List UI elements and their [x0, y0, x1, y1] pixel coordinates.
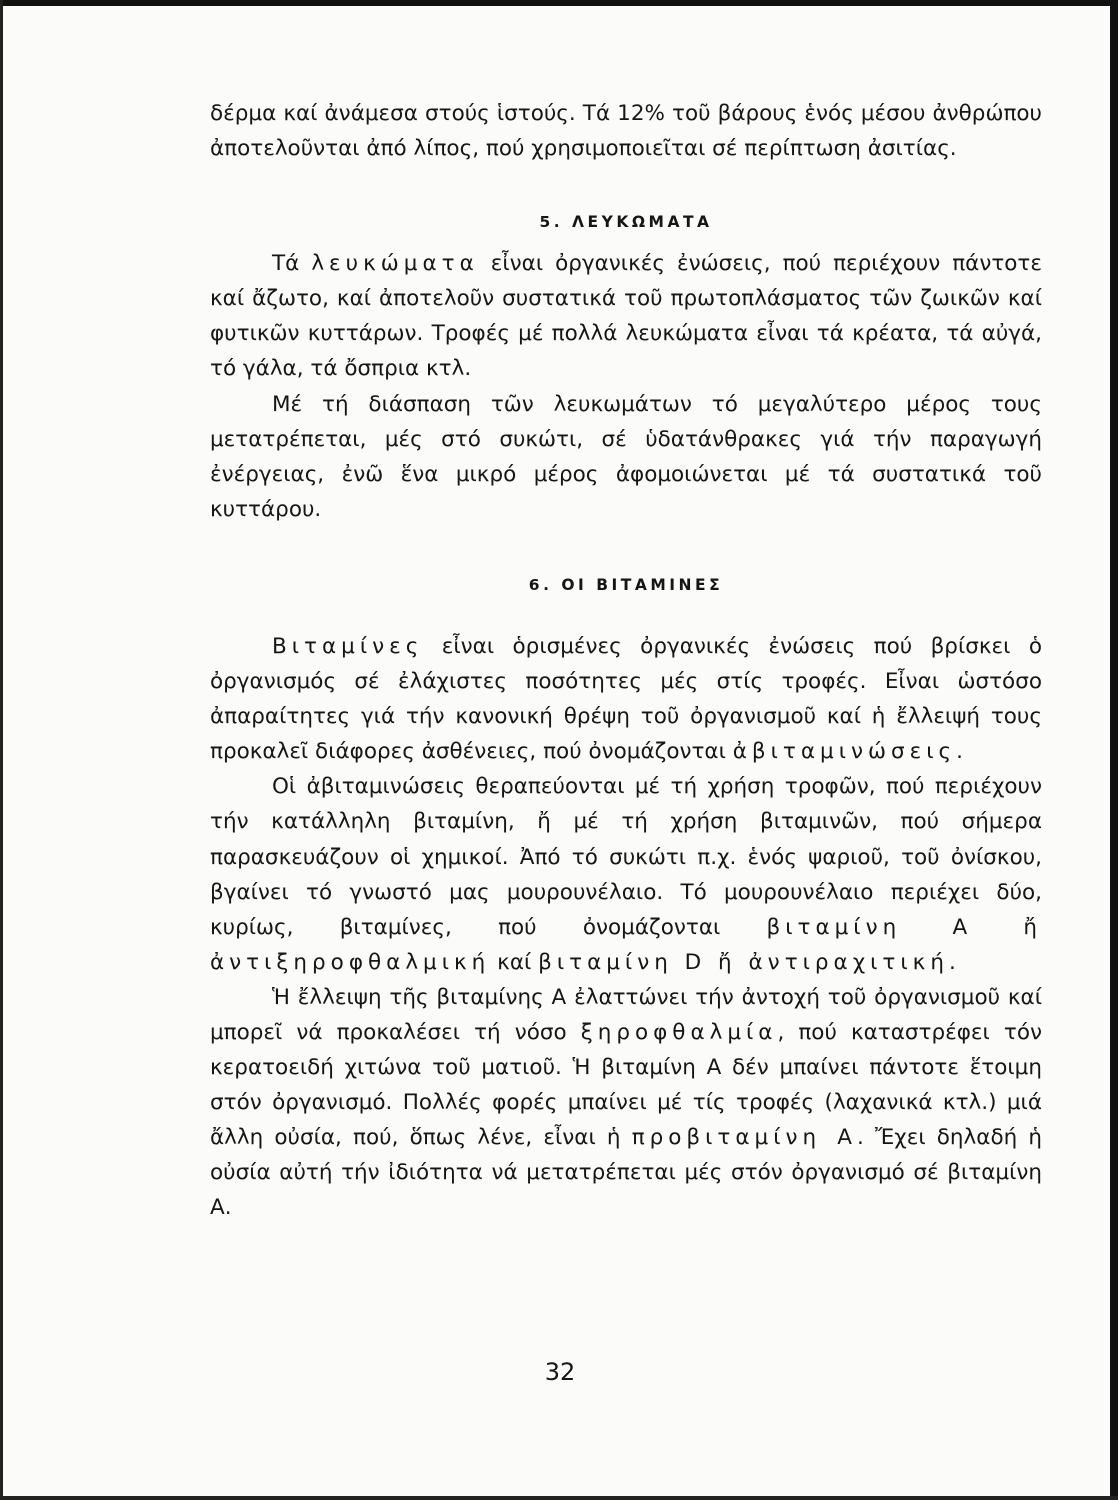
paragraph-text-2: , πού καταστρέφει τόν κερατοειδή χιτώνα τοῦ ματιοῦ. Ἡ βιταμίνη Α δέν μπαίνει πάντοτε ἕτοιμη στόν ὀργανισμό. Πολλές φορές μπαίνει μέ τίς τροφές (λαχανικά κτλ.) μιά ἄλλη οὐσία, πού, ὅπως λένε, εἶναι ἡ: [210, 1019, 1042, 1151]
section-6-paragraph-2: [210, 769, 1042, 980]
paragraph-text: εἶναι ὀργανικές ἐνώσεις, πού περιέχουν πάντοτε καί ἄζωτο, καί ἀποτελοῦν συστατικά τοῦ πρωτοπλάσματος τῶν ζωικῶν καί φυτικῶν κυττάρων. Τροφές μέ πολλά λευκώματα εἶναι τά κρέατα, τά αὐγά, τό γάλα, τά ὄσπρια κτλ.: [210, 251, 1042, 382]
paragraph-text: εἶναι ὁρισμένες ὀργανικές ἐνώσεις πού βρίσκει ὁ ὀργανισμός σέ ἐλάχιστες ποσότητες μές στίς τροφές. Εἶναι ὡστόσο ἀπαραίτητες γιά τήν κανονική θρέψη τοῦ ὀργανισμοῦ καί ἡ ἔλλειψή τους προκαλεῖ διάφορες ἀσθένειες, πού ὀνομάζονται: [210, 633, 1042, 765]
section-5-paragraph-2: Μέ τή διάσπαση τῶν λευκωμάτων τό μεγαλύτερο μέρος τους μετατρέπεται, μές στό συκώτι, σέ ὑδατάνθρακες γιά τήν παραγωγή ἐνέργειας, ἐνῶ ἕνα μικρό μέρος ἀφομοιώνεται μέ τά συστατικά τοῦ κυττάρου.: [210, 391, 1042, 522]
page-body: [210, 96, 1042, 1226]
section-6-paragraph-1: [210, 629, 1042, 769]
page-edge-left: [0, 0, 3, 1500]
page-edge-bottom: [0, 1496, 1118, 1500]
lead-word: Τά: [272, 251, 300, 277]
spaced-term-vitamin-d: βιταμίνη D ἤ ἀντιραχιτική: [538, 949, 949, 975]
paragraph-text: Οἱ ἀβιταμινώσεις θεραπεύονται μέ τή χρήση τροφῶν, πού περιέχουν τήν κατάλληλη βιταμίνη, ἤ μέ τή χρήση βιταμινῶν, πού σήμερα παρασκευάζουν οἱ χημικοί. Ἀπό τό συκώτι π.χ. ἑνός ψαριοῦ, τοῦ ὀνίσκου, βγαίνει τό γνωστό μας μουρουνέλαιο. Τό μουρουνέλαιο περιέχει δύο, κυρίως, βιταμίνες, πού ὀνομάζονται: [210, 774, 1042, 940]
page-edge-right: [1110, 0, 1118, 1500]
section-5-heading: 5. ΛΕΥΚΩΜΑΤΑ: [539, 213, 713, 232]
spaced-term-vitamin-a: βιταμίνη Α ἤ ἀντιξηροφθαλμική: [210, 914, 1042, 975]
paragraph-end: .: [956, 739, 963, 765]
spaced-term-leukomata: λευκώματα: [311, 251, 479, 277]
spaced-term-vitamines: Βιταμίνες: [272, 633, 424, 659]
section-6-paragraph-3: [210, 980, 1042, 1226]
spaced-term-provitamin-a: προβιταμίνη Α: [631, 1125, 857, 1151]
spaced-term-avitaminoseis: ἀβιταμινώσεις: [732, 739, 957, 765]
section-6-heading: 6. ΟΙ ΒΙΤΑΜΙΝΕΣ: [528, 575, 724, 594]
page-edge-top: [0, 0, 1118, 6]
intro-paragraph: δέρμα καί ἀνάμεσα στούς ἱστούς. Τά 12% τοῦ βάρους ἑνός μέσου ἀνθρώπου ἀποτελοῦνται ἀπό λίπος, πού χρησιμοποιεῖται σέ περίπτωση ἀσιτίας.: [210, 101, 1042, 162]
section-5-paragraph-1: [210, 246, 1042, 386]
spaced-term-xirofthalmia: ξηροφθαλμία: [580, 1019, 778, 1045]
paragraph-text-3: . Ἔχει δηλαδή ἡ οὐσία αὐτή τήν ἰδιότητα νά μετατρέπεται μές στόν ὀργανισμό σέ βιταμίνη Α.: [210, 1125, 1042, 1221]
paragraph-text: Ἡ ἔλλειψη τῆς βιταμίνης Α ἐλαττώνει τήν ἀντοχή τοῦ ὀργανισμοῦ καί μπορεῖ νά προκαλέσει τή νόσο: [210, 984, 1042, 1045]
paragraph-text-conj: καί: [497, 949, 532, 975]
paragraph-end: .: [948, 949, 956, 975]
page-number: 32: [544, 1358, 576, 1386]
